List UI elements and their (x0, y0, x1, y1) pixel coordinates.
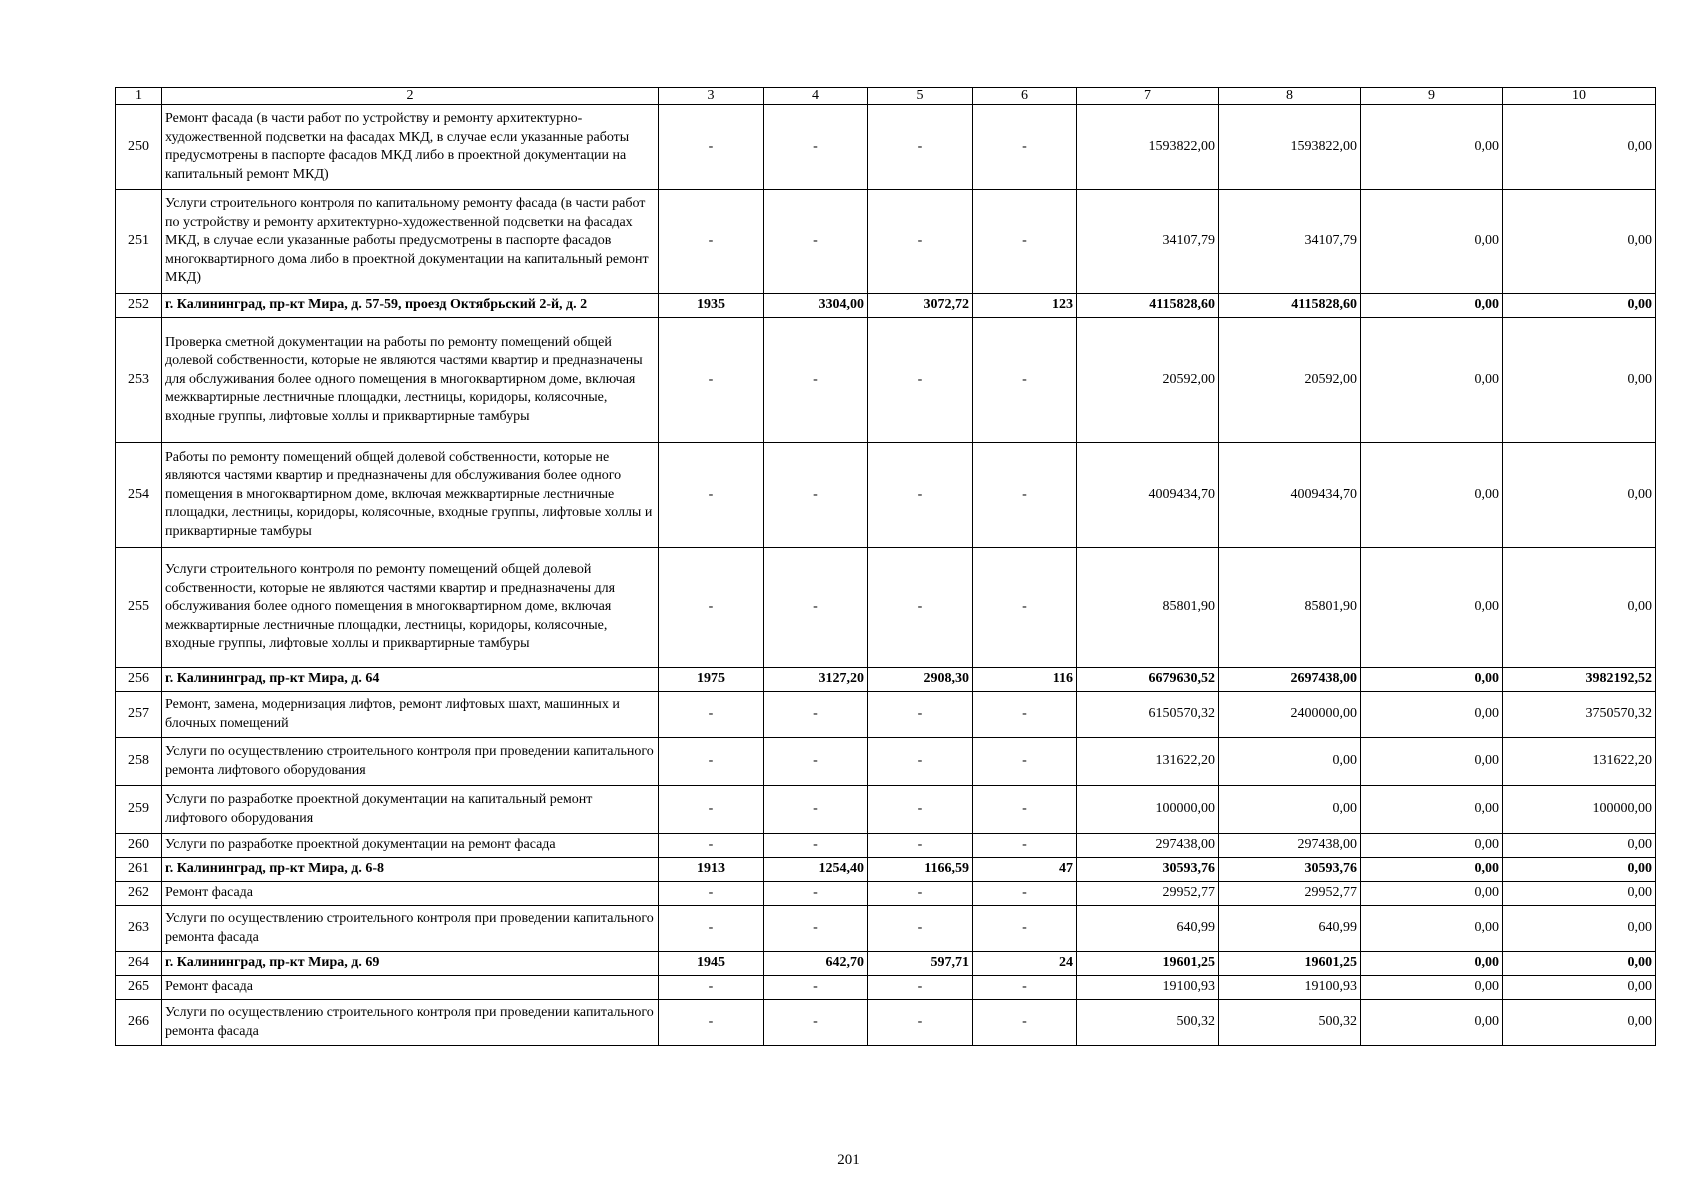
cell-row-number: 257 (116, 692, 162, 738)
cell-living-area: 1166,59 (868, 858, 973, 882)
column-number-3: 3 (659, 88, 764, 105)
cell-cost-fund: 2697438,00 (1219, 668, 1361, 692)
cell-cost-budget: 0,00 (1361, 190, 1503, 294)
column-number-7: 7 (1077, 88, 1219, 105)
cell-description: г. Калининград, пр-кт Мира, д. 57-59, проезд Октябрьский 2-й, д. 2 (162, 294, 659, 318)
cell-residents: - (973, 692, 1077, 738)
cell-residents: - (973, 1000, 1077, 1046)
cell-cost-fund: 34107,79 (1219, 190, 1361, 294)
cell-cost-budget: 0,00 (1361, 318, 1503, 443)
cell-living-area: - (868, 976, 973, 1000)
cell-description: Ремонт, замена, модернизация лифтов, ремонт лифтовых шахт, машинных и блочных помещений (162, 692, 659, 738)
cell-total-cost: 6679630,52 (1077, 668, 1219, 692)
cell-cost-budget: 0,00 (1361, 105, 1503, 190)
cell-row-number: 258 (116, 738, 162, 786)
cell-cost-owners: 0,00 (1503, 858, 1656, 882)
cell-description: г. Калининград, пр-кт Мира, д. 69 (162, 952, 659, 976)
cell-cost-fund: 0,00 (1219, 786, 1361, 834)
cell-cost-fund: 500,32 (1219, 1000, 1361, 1046)
cell-year: - (659, 738, 764, 786)
cell-cost-owners: 0,00 (1503, 834, 1656, 858)
cell-residents: - (973, 906, 1077, 952)
cell-row-number: 262 (116, 882, 162, 906)
work-item-row (116, 834, 1656, 858)
cell-total-area: - (764, 738, 868, 786)
column-number-6: 6 (973, 88, 1077, 105)
cell-residents: - (973, 834, 1077, 858)
cell-row-number: 251 (116, 190, 162, 294)
cell-year: 1975 (659, 668, 764, 692)
cell-residents: - (973, 738, 1077, 786)
cell-total-area: - (764, 786, 868, 834)
cell-living-area: 3072,72 (868, 294, 973, 318)
cell-total-area: 642,70 (764, 952, 868, 976)
cell-total-cost: 297438,00 (1077, 834, 1219, 858)
cell-row-number: 256 (116, 668, 162, 692)
cell-row-number: 254 (116, 443, 162, 548)
column-number-9: 9 (1361, 88, 1503, 105)
cell-total-cost: 1593822,00 (1077, 105, 1219, 190)
column-number-row (116, 88, 1656, 105)
cell-cost-fund: 1593822,00 (1219, 105, 1361, 190)
cell-year: 1913 (659, 858, 764, 882)
cell-total-area: - (764, 318, 868, 443)
cell-year: 1945 (659, 952, 764, 976)
cell-row-number: 255 (116, 548, 162, 668)
cell-cost-budget: 0,00 (1361, 786, 1503, 834)
cell-cost-budget: 0,00 (1361, 692, 1503, 738)
cell-description: Услуги по разработке проектной документации на капитальный ремонт лифтового оборудования (162, 786, 659, 834)
cell-year: - (659, 976, 764, 1000)
cell-row-number: 250 (116, 105, 162, 190)
cell-year: 1935 (659, 294, 764, 318)
cell-residents: 47 (973, 858, 1077, 882)
cell-description: г. Калининград, пр-кт Мира, д. 6-8 (162, 858, 659, 882)
cell-cost-budget: 0,00 (1361, 976, 1503, 1000)
cell-cost-owners: 0,00 (1503, 105, 1656, 190)
cell-residents: - (973, 443, 1077, 548)
column-number-4: 4 (764, 88, 868, 105)
cell-description: Проверка сметной документации на работы по ремонту помещений общей долевой собственности, которые не являются частями квартир и предназначены для обслуживания более одного помещения в многоквартирном доме, включая межквартирные лестничные площадки, лестницы, коридоры, колясочные, входные группы, лифтовые холлы и приквартирные тамбуры (162, 318, 659, 443)
cell-row-number: 253 (116, 318, 162, 443)
cell-description: Услуги по разработке проектной документации на ремонт фасада (162, 834, 659, 858)
cell-living-area: - (868, 738, 973, 786)
cell-cost-fund: 4009434,70 (1219, 443, 1361, 548)
cell-cost-owners: 0,00 (1503, 443, 1656, 548)
cell-year: - (659, 105, 764, 190)
cell-cost-fund: 2400000,00 (1219, 692, 1361, 738)
cell-cost-budget: 0,00 (1361, 952, 1503, 976)
cell-total-cost: 6150570,32 (1077, 692, 1219, 738)
cell-living-area: 2908,30 (868, 668, 973, 692)
cell-cost-budget: 0,00 (1361, 294, 1503, 318)
cell-residents: - (973, 190, 1077, 294)
cell-cost-budget: 0,00 (1361, 882, 1503, 906)
cell-year: - (659, 882, 764, 906)
cell-total-cost: 500,32 (1077, 1000, 1219, 1046)
cell-cost-fund: 30593,76 (1219, 858, 1361, 882)
cell-cost-fund: 85801,90 (1219, 548, 1361, 668)
cell-living-area: - (868, 443, 973, 548)
cell-cost-budget: 0,00 (1361, 443, 1503, 548)
work-item-row (116, 692, 1656, 738)
cell-cost-fund: 19601,25 (1219, 952, 1361, 976)
cell-total-area: - (764, 882, 868, 906)
cell-row-number: 259 (116, 786, 162, 834)
cell-total-cost: 19100,93 (1077, 976, 1219, 1000)
cell-year: - (659, 786, 764, 834)
address-row (116, 952, 1656, 976)
cell-living-area: - (868, 548, 973, 668)
cell-living-area: - (868, 692, 973, 738)
cell-cost-owners: 0,00 (1503, 882, 1656, 906)
cell-living-area: - (868, 1000, 973, 1046)
cell-year: - (659, 834, 764, 858)
cell-total-area: - (764, 443, 868, 548)
cell-row-number: 264 (116, 952, 162, 976)
cell-total-area: - (764, 1000, 868, 1046)
work-item-row (116, 786, 1656, 834)
cell-row-number: 261 (116, 858, 162, 882)
cell-total-cost: 29952,77 (1077, 882, 1219, 906)
cell-row-number: 263 (116, 906, 162, 952)
cell-cost-fund: 20592,00 (1219, 318, 1361, 443)
cell-description: Ремонт фасада (162, 976, 659, 1000)
cell-description: Услуги по осуществлению строительного контроля при проведении капитального ремонта фасада (162, 1000, 659, 1046)
cell-living-area: - (868, 882, 973, 906)
cell-cost-fund: 19100,93 (1219, 976, 1361, 1000)
cell-living-area: - (868, 105, 973, 190)
cell-residents: - (973, 882, 1077, 906)
cell-total-cost: 19601,25 (1077, 952, 1219, 976)
cell-total-area: - (764, 976, 868, 1000)
cell-description: Ремонт фасада (162, 882, 659, 906)
cell-total-cost: 85801,90 (1077, 548, 1219, 668)
cell-year: - (659, 692, 764, 738)
cell-total-area: 3127,20 (764, 668, 868, 692)
cell-row-number: 265 (116, 976, 162, 1000)
cell-cost-budget: 0,00 (1361, 738, 1503, 786)
cell-description: Услуги по осуществлению строительного контроля при проведении капитального ремонта лифтового оборудования (162, 738, 659, 786)
cell-total-cost: 20592,00 (1077, 318, 1219, 443)
cell-total-area: - (764, 548, 868, 668)
cell-row-number: 260 (116, 834, 162, 858)
cell-cost-owners: 131622,20 (1503, 738, 1656, 786)
cell-residents: - (973, 976, 1077, 1000)
cell-total-area: - (764, 105, 868, 190)
work-item-row (116, 882, 1656, 906)
cell-total-area: - (764, 190, 868, 294)
cell-year: - (659, 548, 764, 668)
works-table (115, 87, 1656, 1046)
cell-residents: 116 (973, 668, 1077, 692)
cell-cost-owners: 3982192,52 (1503, 668, 1656, 692)
cell-cost-owners: 0,00 (1503, 294, 1656, 318)
cell-year: - (659, 190, 764, 294)
cell-cost-budget: 0,00 (1361, 668, 1503, 692)
column-number-2: 2 (162, 88, 659, 105)
cell-total-cost: 30593,76 (1077, 858, 1219, 882)
cell-cost-budget: 0,00 (1361, 1000, 1503, 1046)
cell-cost-owners: 0,00 (1503, 906, 1656, 952)
cell-total-area: - (764, 906, 868, 952)
cell-living-area: 597,71 (868, 952, 973, 976)
cell-cost-budget: 0,00 (1361, 548, 1503, 668)
cell-total-cost: 131622,20 (1077, 738, 1219, 786)
cell-description: Услуги строительного контроля по капитальному ремонту фасада (в части работ по устройству и ремонту архитектурно-художественной подсветки на фасадах МКД, в случае если указанные работы предусмотрены в паспорте фасадов многоквартирного дома либо в проектной документации на капитальный ремонт МКД) (162, 190, 659, 294)
cell-living-area: - (868, 190, 973, 294)
column-number-5: 5 (868, 88, 973, 105)
work-item-row (116, 443, 1656, 548)
work-item-row (116, 906, 1656, 952)
cell-cost-budget: 0,00 (1361, 906, 1503, 952)
work-item-row (116, 738, 1656, 786)
cell-residents: - (973, 105, 1077, 190)
cell-year: - (659, 1000, 764, 1046)
work-item-row (116, 318, 1656, 443)
cell-cost-owners: 0,00 (1503, 952, 1656, 976)
table-body (116, 88, 1656, 1046)
address-row (116, 858, 1656, 882)
cell-total-area: 3304,00 (764, 294, 868, 318)
cell-total-area: - (764, 692, 868, 738)
work-item-row (116, 1000, 1656, 1046)
column-number-1: 1 (116, 88, 162, 105)
cell-description: Ремонт фасада (в части работ по устройству и ремонту архитектурно-художественной подсветки на фасадах МКД, в случае если указанные работы предусмотрены в паспорте фасадов МКД либо в проектной документации на капитальный ремонт МКД) (162, 105, 659, 190)
cell-description: Услуги по осуществлению строительного контроля при проведении капитального ремонта фасада (162, 906, 659, 952)
work-item-row (116, 190, 1656, 294)
cell-cost-fund: 297438,00 (1219, 834, 1361, 858)
cell-total-area: 1254,40 (764, 858, 868, 882)
cell-residents: - (973, 548, 1077, 668)
cell-living-area: - (868, 318, 973, 443)
cell-cost-owners: 0,00 (1503, 190, 1656, 294)
cell-cost-budget: 0,00 (1361, 858, 1503, 882)
cell-residents: - (973, 318, 1077, 443)
cell-residents: 24 (973, 952, 1077, 976)
address-row (116, 294, 1656, 318)
cell-residents: - (973, 786, 1077, 834)
page-number: 201 (837, 1152, 860, 1168)
cell-total-cost: 4115828,60 (1077, 294, 1219, 318)
cell-total-cost: 34107,79 (1077, 190, 1219, 294)
cell-cost-owners: 0,00 (1503, 548, 1656, 668)
cell-cost-owners: 100000,00 (1503, 786, 1656, 834)
cell-living-area: - (868, 834, 973, 858)
column-number-8: 8 (1219, 88, 1361, 105)
cell-year: - (659, 318, 764, 443)
cell-description: Работы по ремонту помещений общей долевой собственности, которые не являются частями квартир и предназначены для обслуживания более одного помещения в многоквартирном доме, включая межквартирные лестничные площадки, лестницы, коридоры, колясочные, входные группы, лифтовые холлы и приквартирные тамбуры (162, 443, 659, 548)
cell-cost-fund: 4115828,60 (1219, 294, 1361, 318)
cell-row-number: 266 (116, 1000, 162, 1046)
work-item-row (116, 105, 1656, 190)
work-item-row (116, 976, 1656, 1000)
cell-cost-owners: 0,00 (1503, 1000, 1656, 1046)
cell-living-area: - (868, 786, 973, 834)
cell-year: - (659, 443, 764, 548)
cell-total-cost: 640,99 (1077, 906, 1219, 952)
cell-living-area: - (868, 906, 973, 952)
cell-cost-owners: 0,00 (1503, 976, 1656, 1000)
column-number-10: 10 (1503, 88, 1656, 105)
cell-residents: 123 (973, 294, 1077, 318)
cell-year: - (659, 906, 764, 952)
cell-description: г. Калининград, пр-кт Мира, д. 64 (162, 668, 659, 692)
cell-total-cost: 100000,00 (1077, 786, 1219, 834)
cell-cost-owners: 0,00 (1503, 318, 1656, 443)
cell-row-number: 252 (116, 294, 162, 318)
cell-cost-fund: 0,00 (1219, 738, 1361, 786)
cell-cost-fund: 640,99 (1219, 906, 1361, 952)
address-row (116, 668, 1656, 692)
cell-cost-owners: 3750570,32 (1503, 692, 1656, 738)
work-item-row (116, 548, 1656, 668)
cell-total-cost: 4009434,70 (1077, 443, 1219, 548)
cell-cost-fund: 29952,77 (1219, 882, 1361, 906)
cell-description: Услуги строительного контроля по ремонту помещений общей долевой собственности, которые не являются частями квартир и предназначены для обслуживания более одного помещения в многоквартирном доме, включая межквартирные лестничные площадки, лестницы, коридоры, колясочные, входные группы, лифтовые холлы и приквартирные тамбуры (162, 548, 659, 668)
cell-cost-budget: 0,00 (1361, 834, 1503, 858)
cell-total-area: - (764, 834, 868, 858)
